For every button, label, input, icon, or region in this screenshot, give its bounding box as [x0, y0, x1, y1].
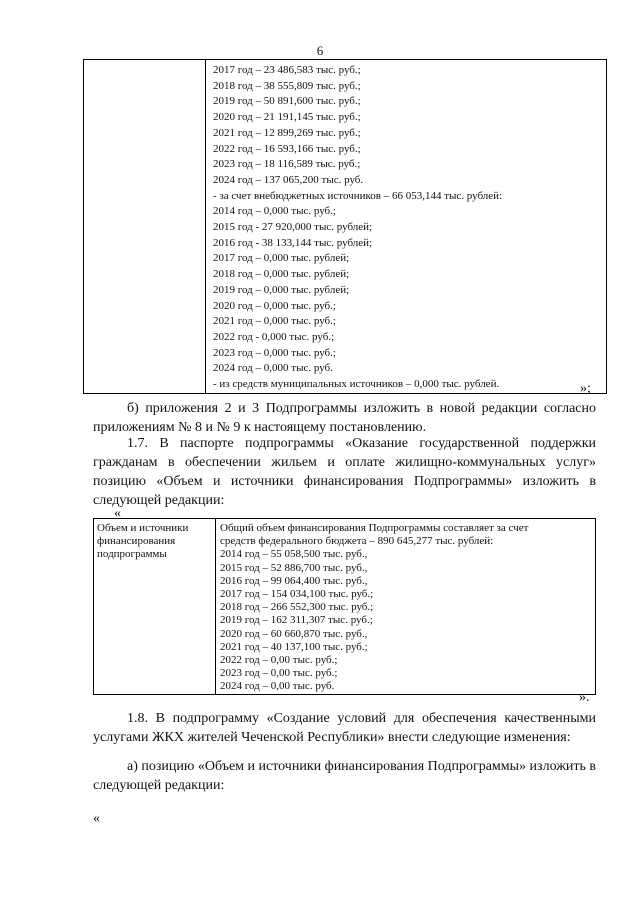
table1-line: 2017 год – 0,000 тыс. рублей; — [213, 252, 350, 265]
table2-closing-quote: ». — [579, 690, 590, 705]
funding-table-1 — [83, 59, 607, 394]
table1-line: 2020 год – 21 191,145 тыс. руб.; — [213, 111, 361, 124]
funding-table-2 — [93, 518, 596, 695]
table1-line: 2022 год - 0,000 тыс. руб.; — [213, 330, 335, 343]
table1-left-cell — [84, 60, 206, 394]
table1-line: 2019 год – 50 891,600 тыс. руб.; — [213, 95, 361, 108]
bottom-open-quote: « — [93, 811, 100, 826]
table2-line: 2020 год – 60 660,870 тыс. руб., — [220, 627, 368, 640]
table2-line: 2015 год – 52 886,700 тыс. руб., — [220, 561, 368, 574]
table1-line: 2020 год – 0,000 тыс. руб.; — [213, 299, 336, 312]
table1-line: 2023 год – 18 116,589 тыс. руб.; — [213, 158, 361, 171]
table2-line: 2022 год – 0,00 тыс. руб.; — [220, 654, 338, 667]
page-number: 6 — [316, 43, 324, 58]
table2-line: 2018 год – 266 552,300 тыс. руб.; — [220, 601, 374, 614]
table1-line: 2014 год – 0,000 тыс. руб.; — [213, 205, 336, 218]
table1-closing-quote: »; — [580, 381, 591, 396]
table2-line: 2023 год – 0,00 тыс. руб.; — [220, 667, 338, 680]
table2-left-line: подпрограммы — [97, 548, 167, 561]
table1-line: 2024 год – 137 065,200 тыс. руб. — [213, 173, 364, 186]
paragraph-1-7: 1.7. В паспорте подпрограммы «Оказание государственной поддержки гражданам в обеспечении жильем и оплате жилищно-коммунальных услуг» позицию «Объем и источники финансирования Подпрограммы» изложить в следующей редакции: — [93, 436, 596, 508]
table2-left-cell — [94, 519, 216, 695]
table2-line: 2014 год – 55 058,500 тыс. руб., — [220, 548, 368, 561]
table1-line: 2021 год – 0,000 тыс. руб.; — [213, 315, 336, 328]
table1-right-cell — [206, 60, 607, 394]
paragraph-a: а) позицию «Объем и источники финансирования Подпрограммы» изложить в следующей редакции: — [93, 759, 596, 793]
table1-line: 2019 год – 0,000 тыс. рублей; — [213, 283, 350, 296]
table2-line: 2017 год – 154 034,100 тыс. руб.; — [220, 588, 374, 601]
table1-line: - из средств муниципальных источников – 0,000 тыс. рублей. — [213, 378, 500, 391]
table2-line: 2019 год – 162 311,307 тыс. руб.; — [220, 614, 373, 627]
table2-line: Общий объем финансирования Подпрограммы составляет за счет — [220, 522, 529, 534]
table2-line: 2016 год – 99 064,400 тыс. руб., — [220, 574, 368, 587]
table1-line: 2016 год - 38 133,144 тыс. рублей; — [213, 236, 373, 249]
table1-line: 2022 год – 16 593,166 тыс. руб.; — [213, 142, 361, 155]
table2-line: средств федерального бюджета – 890 645,277 тыс. рублей: — [220, 535, 494, 548]
table1-line: 2018 год – 38 555,809 тыс. руб.; — [213, 79, 361, 92]
table1-line: 2017 год – 23 486,583 тыс. руб.; — [213, 64, 361, 76]
table2-line: 2024 год – 0,00 тыс. руб. — [220, 680, 335, 693]
table1-line: - за счет внебюджетных источников – 66 053,144 тыс. рублей: — [213, 189, 503, 202]
paragraph-1-8: 1.8. В подпрограмму «Создание условий для обеспечения качественными услугами ЖКХ жителей Чеченской Республики» внести следующие изменения: — [93, 711, 596, 745]
paragraph-b: б) приложения 2 и 3 Подпрограммы изложить в новой редакции согласно приложениям № 8 и № 9 к настоящему постановлению. — [93, 401, 596, 435]
table2-line: 2021 год – 40 137,100 тыс. руб.; — [220, 640, 368, 653]
table2-right-cell — [216, 519, 596, 695]
table2-left-line: финансирования — [97, 535, 176, 548]
table1-line: 2021 год – 12 899,269 тыс. руб.; — [213, 126, 361, 139]
table2-left-line: Объем и источники — [97, 522, 189, 534]
table1-line: 2023 год – 0,000 тыс. руб.; — [213, 346, 336, 359]
table1-line: 2024 год – 0,000 тыс. руб. — [213, 362, 333, 375]
open-quote: « — [114, 506, 121, 521]
table1-line: 2015 год - 27 920,000 тыс. рублей; — [213, 221, 373, 234]
table1-line: 2018 год – 0,000 тыс. рублей; — [213, 268, 350, 281]
